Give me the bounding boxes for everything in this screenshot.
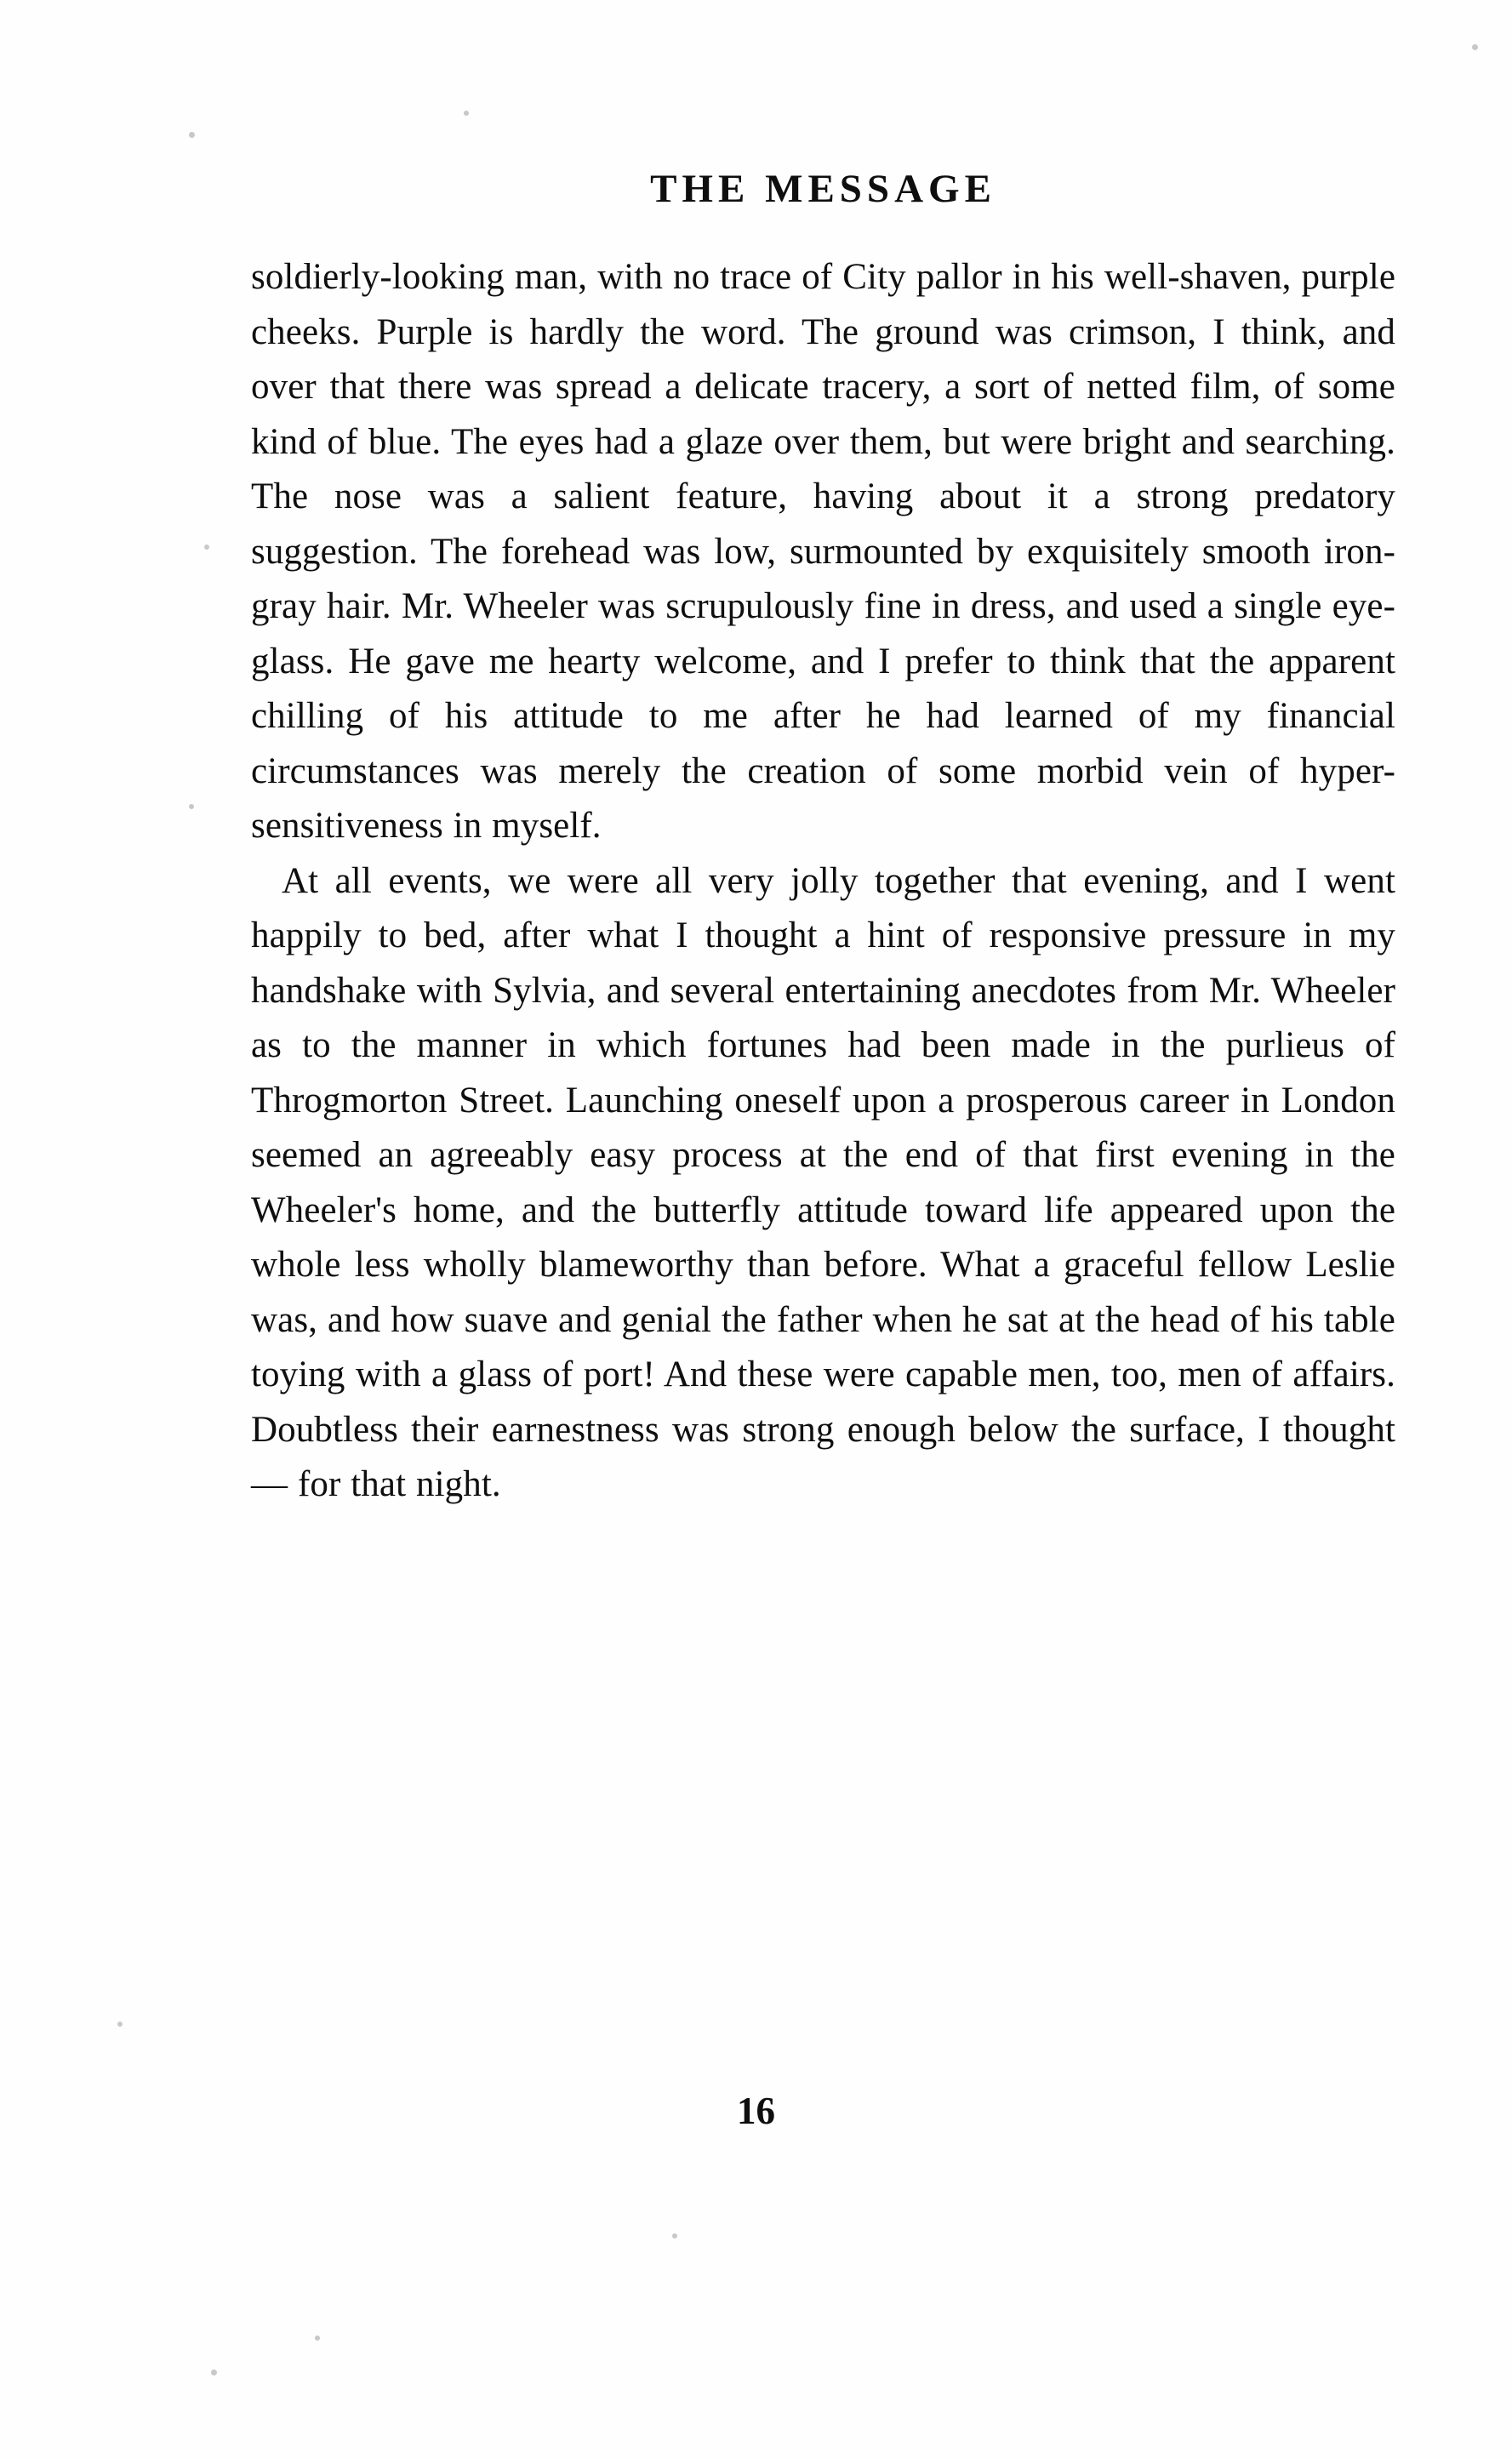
scan-speck	[464, 111, 469, 116]
scan-speck	[204, 545, 209, 550]
page-content	[251, 166, 1395, 1513]
scan-speck	[315, 2335, 320, 2341]
scan-speck	[211, 2370, 217, 2375]
scan-speck	[672, 2233, 677, 2238]
paragraph-2: At all events, we were all very jolly together that evening, and I went happily to bed, after what I thought a hint of responsive pressure in my handshake with Sylvia, and several entertaining anecdotes from Mr. Wheeler as to the manner in which fortunes had been made in the purlieus of Throgmorton Street. Launching oneself upon a prosperous career in London seemed an agreeably easy process at the end of that first evening in the Wheeler's home, and the butterfly attitude toward life appeared upon the whole less wholly blameworthy than before. What a graceful fellow Leslie was, and how suave and genial the father when he sat at the head of his table toying with a glass of port! And these were capable men, too, men of affairs. Doubtless their earnestness was strong enough below the surface, I thought — for that night.	[251, 860, 1395, 1504]
running-head: THE MESSAGE	[650, 167, 996, 211]
paragraph-1: soldierly-looking man, with no trace of City pallor in his well-shaven, purple cheeks. Purple is hardly the word. The ground was crimson, I think, and over that there was spread a delicate tracery, a sort of netted film, of some kind of blue. The eyes had a glaze over them, but were bright and searching. The nose was a salient feature, having about it a strong predatory suggestion. The forehead was low, surmounted by exquisitely smooth iron-gray hair. Mr. Wheeler was scrupulously fine in dress, and used a single eye-glass. He gave me hearty welcome, and I prefer to think that the apparent chilling of his attitude to me after he had learned of my financial circumstances was merely the creation of some morbid vein of hyper-sensitiveness in myself.	[251, 257, 1395, 846]
scan-speck	[189, 132, 195, 138]
scan-speck	[1472, 44, 1478, 50]
scan-speck	[189, 804, 194, 809]
page-number: 16	[737, 2090, 775, 2132]
body-text	[251, 250, 1395, 1513]
scan-speck	[117, 2022, 123, 2027]
